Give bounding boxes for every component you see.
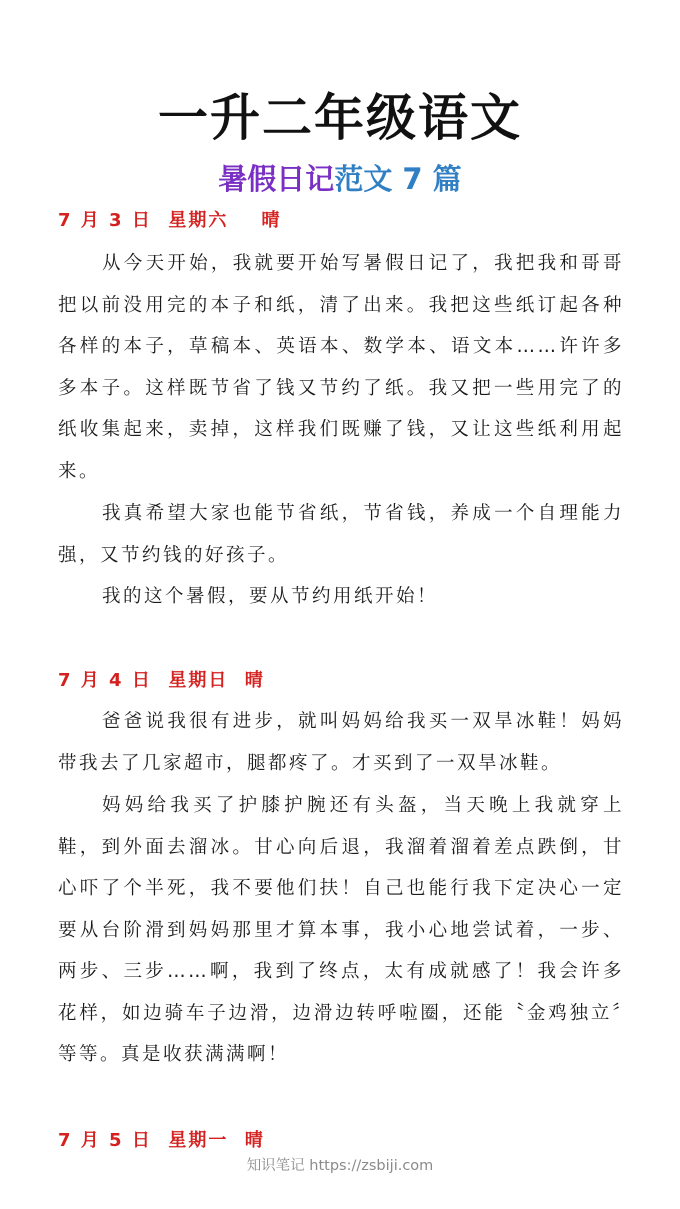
entry-heading: 7 月 3 日 星期六 晴	[58, 210, 282, 231]
entry-heading: 7 月 4 日 星期日 晴	[58, 670, 265, 691]
subtitle-count: 范文 7 篇	[334, 162, 462, 196]
entry-paragraph: 从今天开始，我就要开始写暑假日记了，我把我和哥哥把以前没用完的本子和纸，清了出来。我把这些纸订起各种各样的本子，草稿本、英语本、数学本、语文本……许许多多本子。这样既节省了钱又节约了纸。我又把一些用完了的纸收集起来，卖掉，这样我们既赚了钱，又让这些纸利用起来。	[58, 253, 624, 482]
entry-paragraph: 爸爸说我很有进步，就叫妈妈给我买一双旱冰鞋！妈妈带我去了几家超市，腿都疼了。才买到了一双旱冰鞋。	[58, 711, 624, 774]
entry-paragraph: 我的这个暑假，要从节约用纸开始！	[102, 586, 439, 607]
entry-paragraph: 我真希望大家也能节省纸，节省钱，养成一个自理能力强，又节约钱的好孩子。	[58, 503, 624, 566]
entry-heading: 7 月 5 日 星期一 晴	[58, 1130, 265, 1151]
page-title: 一升二年级语文	[158, 89, 522, 147]
footer-watermark: 知识笔记 https://zsbiji.com	[246, 1158, 434, 1174]
page-subtitle	[0, 158, 680, 200]
entry-paragraph: 妈妈给我买了护膝护腕还有头盔，当天晚上我就穿上鞋，到外面去溜冰。甘心向后退，我溜着溜着差点跌倒，甘心吓了个半死，我不要他们扶！自己也能行我下定决心一定要从台阶滑到妈妈那里才算本事，我小心地尝试着，一步、两步、三步……啊，我到了终点，太有成就感了！我会许多花样，如边骑车子边滑，边滑边转呼啦圈，还能〝金鸡独立〞等等。真是收获满满啊！	[58, 795, 624, 1065]
subtitle-diary: 暑假日记	[218, 162, 335, 196]
